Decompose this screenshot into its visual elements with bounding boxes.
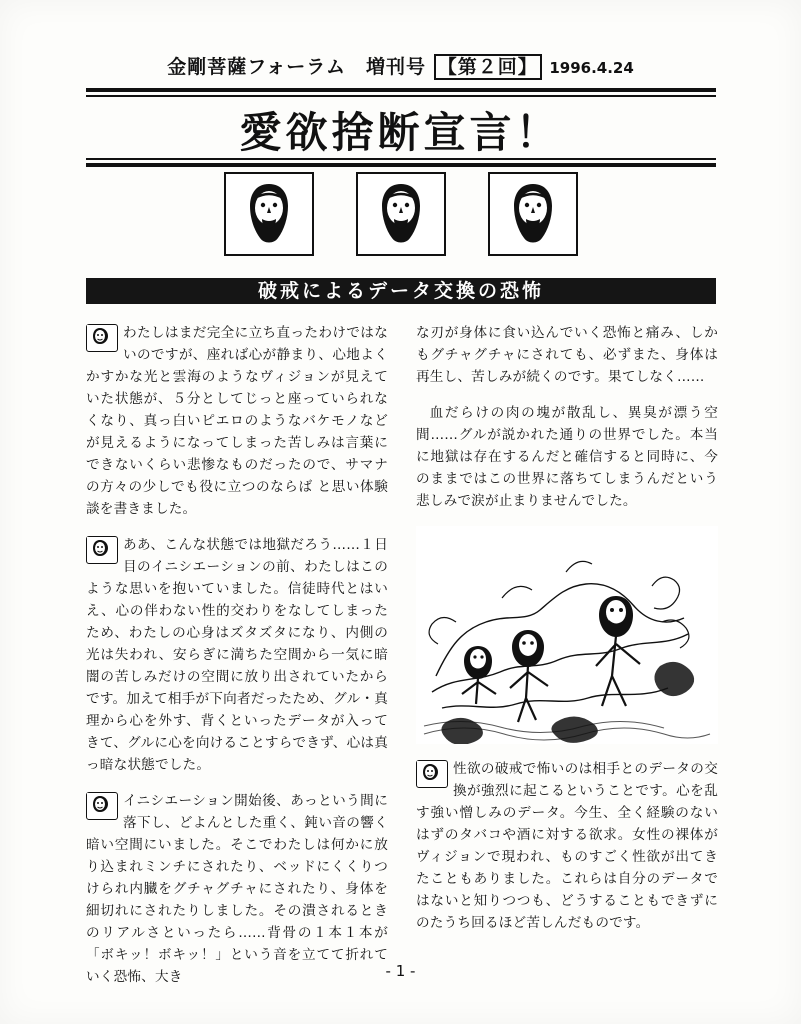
paragraph <box>86 534 388 776</box>
paragraph-text: 性欲の破戒で怖いのは相手とのデータの交換が強烈に起こるということです。心を乱す強い憎しみのデータ。今生、全く経験のないはずのタバコや酒に対する欲求。女性の裸体がヴィジョンで現われ、ものすごく性欲が出てきたこともありました。これらは自分のデータではないと知りつつも、どうすることもできずにのたうち回るほど苦しんだものです。 <box>416 761 718 932</box>
face-icon <box>86 792 118 820</box>
paragraph <box>416 402 718 512</box>
masthead-issue: 【第２回】 <box>434 54 542 80</box>
section-banner-label: 破戒によるデータ交換の恐怖 <box>257 280 544 302</box>
face-icon <box>86 536 118 564</box>
paragraph <box>416 322 718 388</box>
rule-top-thick <box>86 88 716 92</box>
paragraph <box>86 322 388 520</box>
masthead-date: 1996.4.24 <box>549 59 634 77</box>
column-right <box>416 322 718 1002</box>
column-left <box>86 322 388 1002</box>
article-columns <box>86 322 718 1002</box>
paragraph-text: ああ、こんな状態では地獄だろう……１日目のイニシエーションの前、わたしはこのような思いを抱いていました。信徒時代とはいえ、心の伴わない性的交わりをなしてしまったため、わたしの心身はズタズタになり、内側の光は失われ、安らぎに満ちた空間から一気に暗闇の苦しみだけの空間に放り出されていたからです。加えて相手が下向者だったため、グル・真理から心を外す、背くといったデータが入ってきて、グルに心を向けることすらできず、心は真っ暗な状態でした。 <box>86 537 388 774</box>
rule-bottom-thin <box>86 158 716 160</box>
portrait-image-3 <box>488 172 578 256</box>
face-icon <box>416 760 448 788</box>
masthead-title: 金剛菩薩フォーラム 増刊号 <box>167 56 427 78</box>
paragraph-text: な刃が身体に食い込んでいく恐怖と痛み、しかもグチャグチャにされても、必ずまた、身体は再生し、苦しみが続くのです。果てしなく…… <box>416 325 718 386</box>
face-icon <box>86 324 118 352</box>
portrait-image-2 <box>356 172 446 256</box>
masthead <box>0 52 801 79</box>
paragraph-text: わたしはまだ完全に立ち直ったわけではないのですが、座れば心が静まり、心地よくかすかな光と雲海のようなヴィジョンが見えていた状態が、５分としてじっと座っていられなくなり、真っ白いピエロのようなバケモノなどが見えるようになってしまった苦しみは言葉にできないくらい悲惨なものだったので、サマナの方々の少しでも役に立つのならば と思い体験談を書きました。 <box>86 325 388 518</box>
portrait-row <box>0 172 801 256</box>
hell-scene-illustration <box>416 526 718 744</box>
paragraph-text: 血だらけの肉の塊が散乱し、異臭が漂う空間……グルが説かれた通りの世界でした。本当に地獄は存在するんだと確信すると同時に、今のままではこの世界に落ちてしまうんだという悲しみで涙が止まりませんでした。 <box>416 405 718 510</box>
page-number: - 1 - <box>385 962 416 980</box>
paragraph <box>416 758 718 934</box>
rule-top-thin <box>86 95 716 97</box>
page-title: 愛欲捨断宣言！ <box>239 108 562 157</box>
paragraph-text: イニシエーション開始後、あっという間に落下し、どよんとした重く、鈍い音の響く暗い空間にいました。そこでわたしは何かに放り込まれミンチにされたり、ベッドにくくりつけられ内臓をグチャグチャにされたり、身体を細切れにされたりしました。その潰されるときのリアルさといったら……背骨の１本１本が「ボキッ！ボキッ！」という音を立てて折れていく恐怖、大き <box>86 793 388 986</box>
portrait-image-1 <box>224 172 314 256</box>
section-banner <box>86 278 716 304</box>
rule-bottom-thick <box>86 163 716 167</box>
paragraph <box>86 790 388 988</box>
